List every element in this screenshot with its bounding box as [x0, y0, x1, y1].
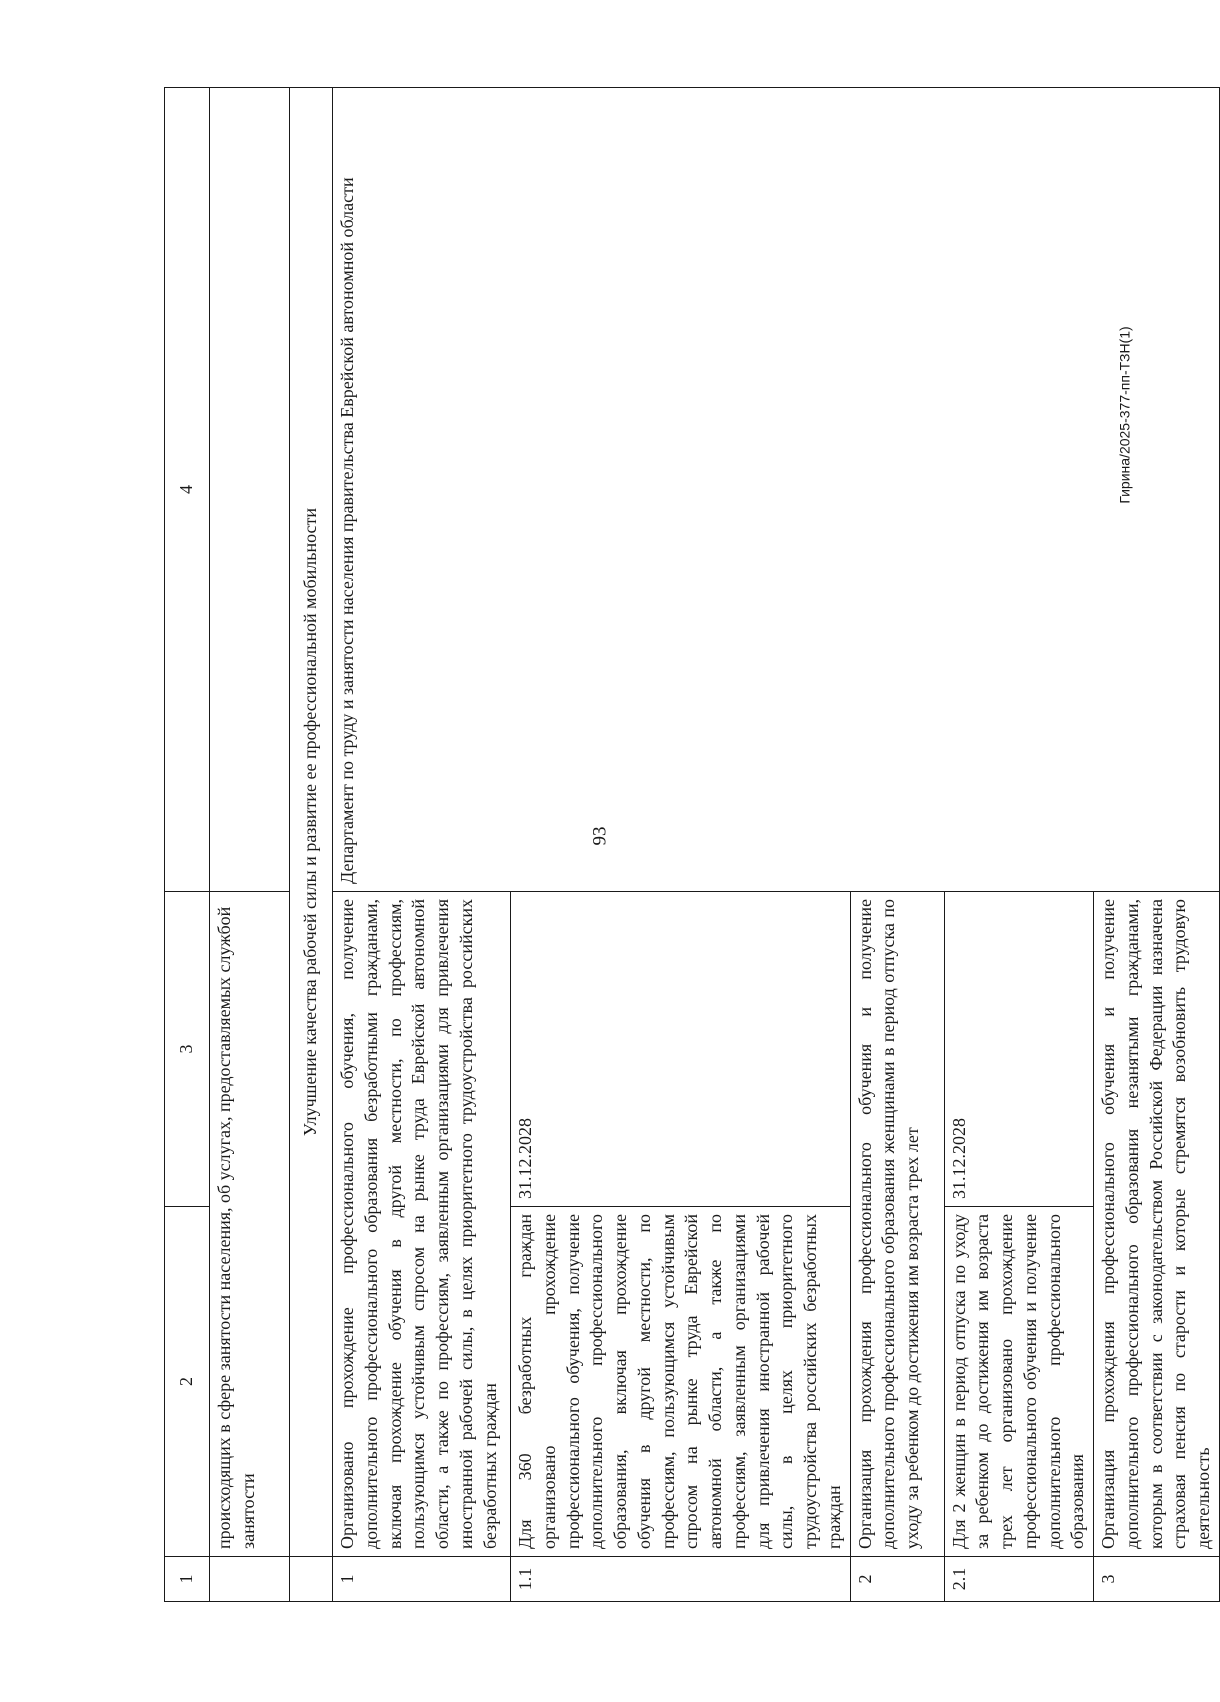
- row-text: Организовано прохождение профессионального обучения, получение дополнительного профессионального образования безработными гражданами, включая прохождение обучения в другой местности, по профессиям, пользующимся устойчивым спросом на рынке труда Еврейской автономной области, а также по профессиям, заявленным организациями для привлечения иностранной рабочей силы, в целях приоритетного трудоустройства российских безработных граждан: [333, 892, 511, 1557]
- header-cell-1: 1: [165, 1557, 210, 1602]
- measures-table: [164, 87, 1220, 1602]
- section-num-cell: [290, 1557, 333, 1602]
- continuation-num-cell: [210, 1557, 290, 1602]
- row-text: Организация прохождения профессионального обучения и получение дополнительного профессионального образования незанятыми гражданами, которым в соответствии с законодательством Российской Федерации назначена страховая пенсия по старости и которые стремятся возобновить трудовую деятельность: [1094, 892, 1220, 1557]
- row-number: 2: [850, 1557, 944, 1602]
- section-row: [290, 88, 333, 1602]
- table-row: [333, 88, 511, 1602]
- header-cell-3: 3: [165, 892, 210, 1207]
- document-code-text: Гирина/2025-377-пп-ТЗН(1): [1117, 326, 1134, 504]
- continuation-row: [210, 88, 290, 1602]
- row-text: Организация прохождения профессионального обучения и получение дополнительного профессионального образования женщинами в период отпуска по уходу за ребенком до достижения им возраста трех лет: [850, 892, 944, 1557]
- row-date: 31.12.2028: [944, 892, 1094, 1207]
- header-cell-4: 4: [165, 88, 210, 892]
- continuation-resp-cell: [210, 88, 290, 892]
- header-row: [165, 88, 210, 1602]
- section-title: Улучшение качества рабочей силы и развитие ее профессиональной мобильности: [290, 88, 333, 1557]
- row-text: Для 360 безработных граждан организовано прохождение профессионального обучения, получение дополнительного профессионального образования, включая прохождение обучения в другой местности, по профессиям, пользующимся устойчивым спросом на рынке труда Еврейской автономной области, а также по профессиям, заявленным организациями для привлечения иностранной рабочей силы, в целях приоритетного трудоустройства российских безработных граждан: [511, 1207, 851, 1557]
- row-date: 31.12.2028: [511, 892, 851, 1207]
- responsible-cell: Департамент по труду и занятости населения правительства Еврейской автономной области: [333, 88, 1220, 892]
- row-number: 1.1: [511, 1557, 851, 1602]
- page-number-text: 93: [589, 826, 610, 846]
- row-number: 2.1: [944, 1557, 1094, 1602]
- header-cell-2: 2: [165, 1207, 210, 1557]
- row-number: 1: [333, 1557, 511, 1602]
- row-text: Для 2 женщин в период отпуска по уходу за ребенком до достижения им возраста трех лет организовано прохождение профессионального обучения и получение дополнительного профессионального образования: [944, 1207, 1094, 1557]
- row-number: 3: [1094, 1557, 1220, 1602]
- continuation-text: происходящих в сфере занятости населения, об услугах, предоставляемых службой занятости: [210, 892, 290, 1557]
